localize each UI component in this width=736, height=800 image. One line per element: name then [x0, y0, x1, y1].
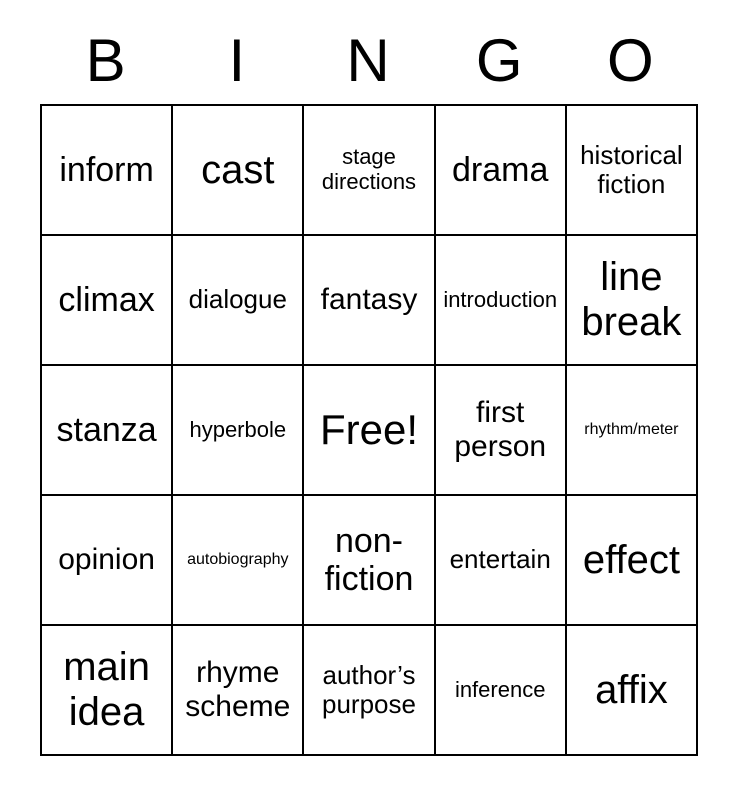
bingo-cell-label: affix [595, 667, 668, 712]
bingo-cell-label: stage directions [321, 144, 417, 194]
bingo-cell[interactable] [173, 106, 304, 236]
bingo-cell-label: effect [582, 537, 680, 582]
bingo-cell-label: historical fiction [580, 139, 683, 199]
bingo-cell[interactable] [304, 106, 435, 236]
bingo-cell[interactable] [567, 106, 698, 236]
bingo-cell-label: Free! [319, 406, 418, 454]
bingo-cell[interactable] [304, 496, 435, 626]
bingo-cell-label: inference [454, 676, 546, 702]
bingo-cell-label: opinion [58, 543, 155, 577]
bingo-cell[interactable] [567, 496, 698, 626]
bingo-cell-label: rhythm/meter [584, 421, 679, 439]
bingo-cell[interactable] [567, 366, 698, 496]
bingo-cell-label: climax [58, 280, 155, 319]
bingo-cell[interactable] [567, 236, 698, 366]
bingo-cell-label: rhyme scheme [185, 656, 291, 723]
bingo-cell[interactable] [436, 106, 567, 236]
bingo-cell-label: author’s purpose [322, 659, 416, 719]
bingo-cell[interactable] [173, 626, 304, 756]
bingo-cell-label: inform [59, 150, 154, 189]
bingo-cell[interactable] [304, 626, 435, 756]
header-letter-i: I [228, 27, 246, 94]
bingo-cell-label: fantasy [320, 283, 418, 317]
bingo-cell-label: line break [581, 255, 682, 344]
bingo-header [40, 18, 696, 104]
bingo-cell[interactable] [173, 236, 304, 366]
bingo-cell-label: autobiography [187, 551, 289, 569]
bingo-cell-label: hyperbole [189, 416, 287, 442]
bingo-cell[interactable] [42, 626, 173, 756]
bingo-cell-label: first person [454, 396, 547, 463]
bingo-cell[interactable] [42, 496, 173, 626]
header-letter-o: O [607, 27, 654, 94]
bingo-cell[interactable] [42, 106, 173, 236]
bingo-cell-label: drama [452, 150, 549, 189]
bingo-cell[interactable] [173, 496, 304, 626]
header-letter-n: N [346, 27, 390, 94]
bingo-cell[interactable] [42, 366, 173, 496]
bingo-cell[interactable] [436, 626, 567, 756]
bingo-cell-label: main idea [63, 645, 150, 734]
bingo-cell[interactable] [436, 496, 567, 626]
bingo-cell[interactable] [304, 236, 435, 366]
bingo-cell-label: dialogue [188, 284, 287, 315]
bingo-grid [40, 104, 698, 756]
bingo-cell-label: stanza [56, 410, 157, 449]
bingo-cell-label: cast [201, 147, 275, 192]
header-letter-g: G [475, 27, 523, 94]
bingo-cell-label: non-fiction [324, 521, 414, 598]
bingo-cell[interactable] [173, 366, 304, 496]
bingo-cell-label: introduction [443, 286, 558, 312]
bingo-cell[interactable] [42, 236, 173, 366]
bingo-cell-label: entertain [449, 544, 551, 575]
bingo-cell-free[interactable] [304, 366, 435, 496]
bingo-cell[interactable] [567, 626, 698, 756]
bingo-cell[interactable] [436, 236, 567, 366]
bingo-cell[interactable] [436, 366, 567, 496]
header-letter-b: B [85, 27, 126, 94]
